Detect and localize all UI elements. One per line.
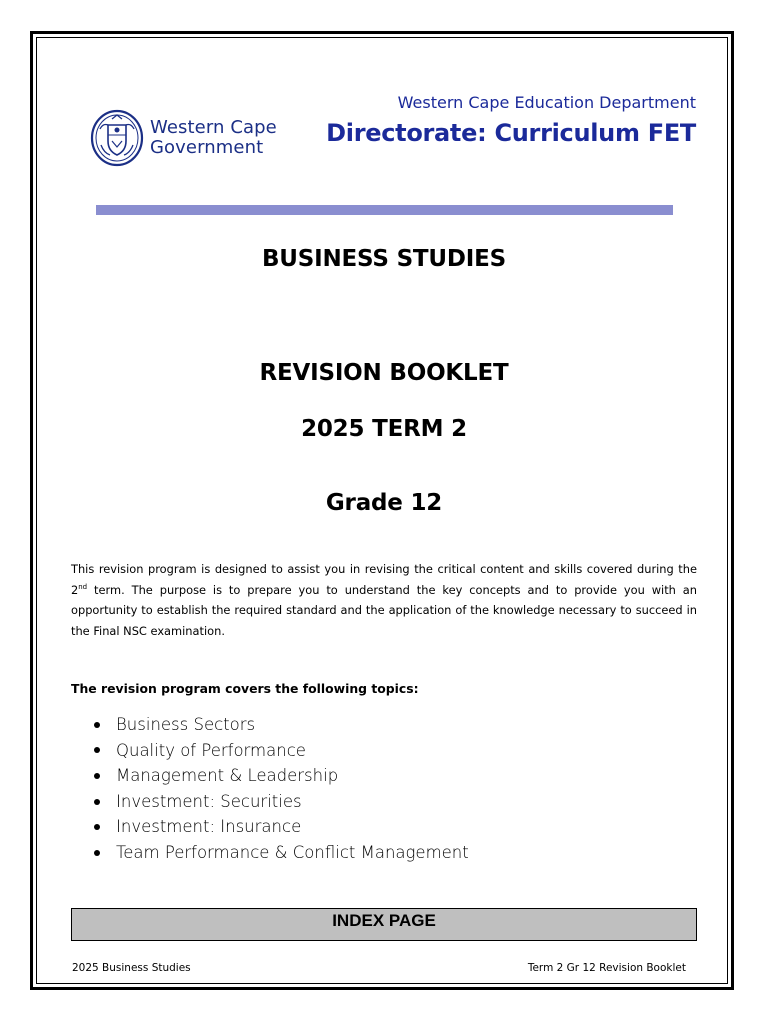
booklet-title: REVISION BOOKLET: [259, 360, 509, 386]
logo-wordmark: [150, 118, 277, 158]
footer-left: 2025 Business Studies: [72, 962, 191, 974]
footer-right: Term 2 Gr 12 Revision Booklet: [527, 962, 686, 974]
bullet-icon: [94, 773, 100, 779]
header-department-block: [326, 92, 696, 150]
list-item: [94, 763, 469, 789]
logo-text-line2: Government: [150, 137, 264, 158]
topic-label: Business Sectors: [116, 715, 256, 734]
list-item: [94, 789, 469, 815]
department-name: Western Cape Education Department: [397, 93, 696, 112]
list-item: [94, 840, 469, 866]
logo-text-line1: Western Cape: [150, 117, 277, 138]
header-divider: [96, 205, 673, 215]
bullet-icon: [94, 850, 100, 856]
bullet-icon: [94, 747, 100, 753]
topic-label: Team Performance & Conflict Management: [116, 842, 469, 862]
intro-paragraph: [71, 559, 697, 641]
bullet-icon: [94, 824, 100, 830]
grade-title: Grade 12: [325, 490, 443, 516]
intro-text-part2: term. The purpose is to prepare you to understand the key concepts and to provide you with an opportunity to establish the required standard and the application of the knowledge necessary to succeed in the Final NSC examination.: [71, 582, 697, 638]
intro-superscript: nd: [78, 582, 88, 591]
topic-label: Investment: Securities: [116, 791, 302, 811]
index-page-banner: INDEX PAGE: [71, 908, 697, 941]
government-logo: [90, 109, 277, 167]
topic-label: Quality of Performance: [116, 740, 306, 760]
list-item: [94, 738, 469, 764]
bullet-icon: [94, 722, 100, 728]
topic-label: Investment: Insurance: [116, 817, 302, 837]
list-item: [94, 814, 469, 840]
list-item: [94, 712, 469, 738]
term-title: 2025 TERM 2: [301, 416, 467, 442]
directorate-title: Directorate: Curriculum FET: [326, 119, 696, 147]
topics-list: [94, 712, 469, 866]
bullet-icon: [94, 799, 100, 805]
intro-text-part1: This revision program is designed to assist you in revising the critical content and skills covered during the 2: [71, 562, 697, 597]
topics-heading: The revision program covers the following topics:: [71, 681, 419, 696]
topic-label: Management & Leadership: [116, 766, 339, 786]
coat-of-arms-seal-icon: [90, 109, 144, 167]
subject-title: BUSINESS STUDIES: [261, 246, 507, 272]
